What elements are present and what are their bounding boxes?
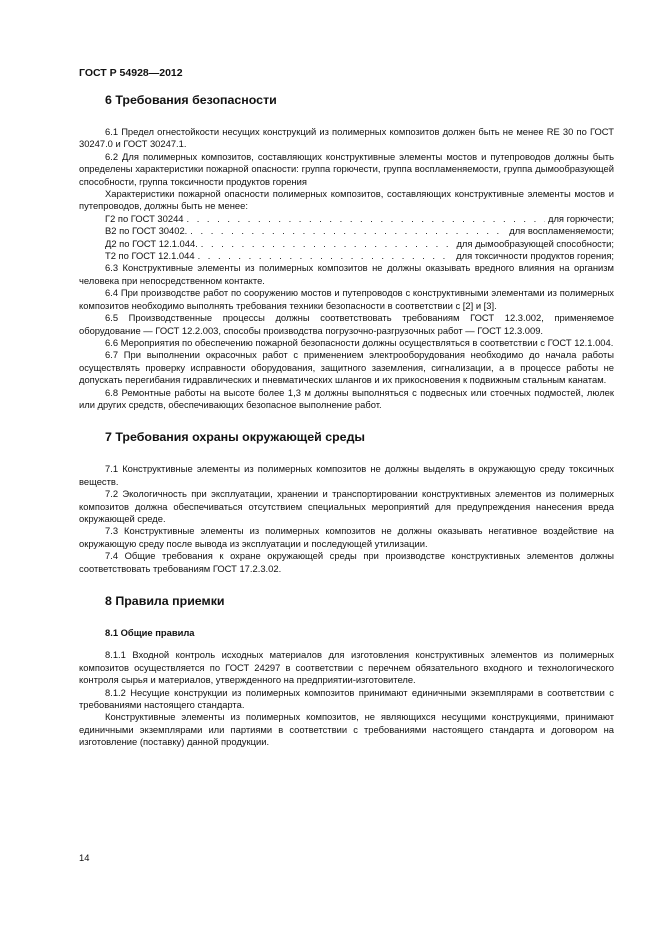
paragraph-6-4: 6.4 При производстве работ по сооружению мостов и путепроводов с конструктивными элементами из полимерных композитов необходимо выполнять требования техники безопасности в соответствии с [2] и [3]. [79, 287, 614, 311]
page-content [79, 92, 614, 749]
leader-right: для воспламеняемости; [509, 225, 614, 237]
leader-line-toxicity [79, 250, 614, 262]
paragraph-7-1: 7.1 Конструктивные элементы из полимерных композитов не должны выделять в окружающую среду токсичных веществ. [79, 463, 614, 487]
paragraph-6-7: 6.7 При выполнении окрасочных работ с применением электрооборудования необходимо до начала работы осуществлять проверку исправности оборудования, защитного заземления, сигнализации, а в процессе работы не допускать перегибания гидравлических и пневматических шлангов и их прикосновения к подвижным стальным канатам. [79, 349, 614, 386]
paragraph-7-4: 7.4 Общие требования к охране окружающей среды при производстве конструктивных элементов должны соответствовать требованиям ГОСТ 17.2.3.02. [79, 550, 614, 574]
page-number: 14 [79, 852, 90, 863]
paragraph-6-5: 6.5 Производственные процессы должны соответствовать требованиям ГОСТ 12.3.002, применяемое оборудование — ГОСТ 12.2.003, способы производства погрузочно-разгрузочных работ — ГОСТ 12.3.009. [79, 312, 614, 336]
paragraph-8-1-2: 8.1.2 Несущие конструкции из полимерных композитов принимают единичными экземплярами в соответствии с требованиями настоящего стандарта. [79, 686, 614, 711]
leader-left: Г2 по ГОСТ 30244 [105, 212, 184, 224]
paragraph-8-1-1: 8.1.1 Входной контроль исходных материалов для изготовления конструктивных элементов из полимерных композитов осуществляется по ГОСТ 24297 в соответствии с перечнем обязательного входного и технологического контроля сырья и материалов, утвержденного на предприятии-изготовителе. [79, 649, 614, 686]
document-header: ГОСТ Р 54928—2012 [79, 67, 183, 79]
leader-left: Т2 по ГОСТ 12.1.044 [105, 250, 195, 262]
leader-right: для дымообразующей способности; [456, 237, 614, 249]
leader-left: В2 по ГОСТ 30402. [105, 225, 188, 237]
leader-line-smoke [79, 238, 614, 250]
section-6-title: 6 Требования безопасности [105, 93, 277, 107]
paragraph-6-8: 6.8 Ремонтные работы на высоте более 1,3 м должны выполняться с подвесных или стоечных подмостей, люлек или других средств, обеспечивающих безопасное выполнение работ. [79, 386, 614, 410]
leader-line-ignitability [79, 225, 614, 237]
leader-line-flammability [79, 213, 614, 225]
paragraph-6-2-characteristics: Характеристики пожарной опасности полимерных композитов, составляющих конструктивные элементы мостов и путепроводов, должны быть не менее: [79, 188, 614, 212]
paragraph-6-3: 6.3 Конструктивные элементы из полимерных композитов не должны оказывать вредного влияния на организм человека при непосредственном контакте. [79, 262, 614, 286]
paragraph-6-1: 6.1 Предел огнестойкости несущих конструкций из полимерных композитов должен быть не менее RE 30 по ГОСТ 30247.0 и ГОСТ 30247.1. [79, 126, 614, 150]
paragraph-8-1-2-elements: Конструктивные элементы из полимерных композитов, не являющихся несущими конструкциями, принимают единичными экземплярами или партиями в соответствии с требованиями настоящего стандарта и договором на изготовление (поставку) данной продукции. [79, 711, 614, 748]
section-7-title: 7 Требования охраны окружающей среды [105, 430, 366, 445]
paragraph-6-2: 6.2 Для полимерных композитов, составляющих конструктивные элементы мостов и путепроводов должны быть определены характеристики пожарной опасности: группа горючести, группа воспламеняемости, группа дымообразующей способности, группа токсичности продуктов горения [79, 150, 614, 187]
paragraph-6-6: 6.6 Мероприятия по обеспечению пожарной безопасности должны осуществляться в соответствии с ГОСТ 12.1.004. [105, 336, 614, 348]
leader-right: для токсичности продуктов горения; [456, 250, 614, 262]
leader-right: для горючести; [547, 212, 614, 224]
leader-left: Д2 по ГОСТ 12.1.044. [105, 237, 198, 249]
subsection-8-1-title: 8.1 Общие правила [105, 627, 195, 638]
paragraph-7-3: 7.3 Конструктивные элементы из полимерных композитов не должны оказывать негативное воздействие на окружающую среду после вывода из эксплуатации и последующей утилизации. [79, 525, 614, 549]
section-8-title: 8 Правила приемки [105, 594, 225, 608]
paragraph-7-2: 7.2 Экологичность при эксплуатации, хранении и транспортировании конструктивных элементов из полимерных композитов должна обеспечиваться отсутствием специальных мероприятий для предупреждения нанесения вреда окружающей среде. [79, 488, 614, 524]
